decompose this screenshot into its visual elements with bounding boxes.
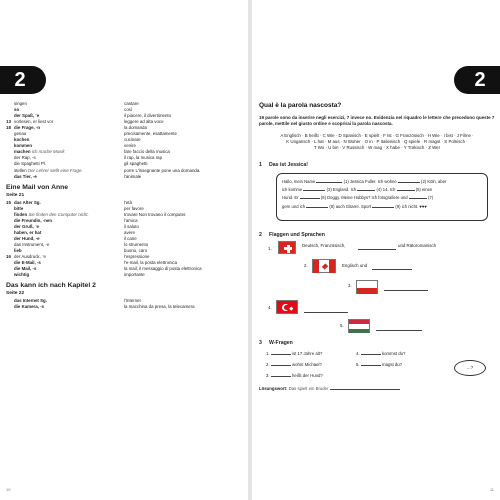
exercise-title: Flaggen und Sprachen bbox=[269, 232, 325, 238]
german-word: die Kamera, -s bbox=[14, 304, 45, 310]
w-question bbox=[266, 351, 322, 356]
german-word: die E-Mail, -s bbox=[14, 260, 41, 266]
german-word: die Freundin, -nen bbox=[14, 217, 53, 223]
letter-row-4 bbox=[282, 203, 482, 211]
german-word: kommen bbox=[14, 143, 33, 149]
german-word: stellen bbox=[14, 167, 27, 173]
flag-item-number: 5. bbox=[340, 323, 344, 328]
flag-item-number: 3. bbox=[348, 283, 352, 288]
answer-blank[interactable] bbox=[409, 198, 427, 199]
page-number-left: 10 bbox=[6, 487, 11, 492]
german-word: die Mail, -s bbox=[14, 266, 37, 272]
flag-item-number: 2. bbox=[304, 263, 308, 268]
vocab-italian: il rap, la musica rap bbox=[124, 155, 163, 161]
vocab-italian: l'Internet bbox=[124, 298, 141, 304]
right-page bbox=[252, 0, 500, 500]
vocab-row bbox=[6, 304, 242, 310]
vocab-italian: leggere ad alta voce bbox=[124, 119, 164, 125]
vocab-italian: buono, caro bbox=[124, 248, 148, 254]
letter-text: ich komme bbox=[282, 187, 303, 193]
canada-flag-icon bbox=[312, 259, 336, 273]
german-word: der Gruß, ¨e bbox=[14, 223, 39, 229]
w-question-number: 1. bbox=[266, 351, 270, 356]
chapter-tab-left: 2 bbox=[0, 66, 46, 94]
vocab-italian: avere bbox=[124, 229, 135, 235]
letter-text: (1) Jessica Fuller. Ich wohne bbox=[343, 179, 397, 184]
vocab-italian: la macchina da presa, la telecamera bbox=[124, 304, 195, 310]
vocab-italian: per favore bbox=[124, 205, 144, 211]
w-question bbox=[266, 373, 323, 378]
answer-blank[interactable] bbox=[271, 354, 291, 355]
vocab-italian: gli spaghetti bbox=[124, 161, 148, 167]
answer-line[interactable] bbox=[376, 330, 422, 331]
german-word: machen bbox=[14, 149, 31, 155]
german-word: genau bbox=[14, 131, 27, 137]
left-page bbox=[0, 0, 248, 500]
vocab-italian: l'espressione bbox=[124, 254, 150, 260]
letter-text: gern und ich bbox=[282, 203, 306, 209]
page-number-right: 11 bbox=[489, 487, 494, 492]
solution-label: Lösungswort: bbox=[259, 386, 288, 391]
letter-line: T Wo · U bin · V Russisch · W mag · X habe · Y Türkisch · Z Wer bbox=[313, 145, 441, 151]
letter-text: (7) bbox=[427, 195, 434, 201]
vocab-italian: cucinare bbox=[124, 137, 141, 143]
chapter-tab-right: 2 bbox=[454, 66, 500, 94]
vocab-italian: trovare Non trovano il computer. bbox=[124, 211, 187, 217]
german-word: vorlesen, er liest vor bbox=[14, 119, 54, 125]
flag-item-text: Deutsch, Französisch, bbox=[302, 243, 346, 248]
vocab-exercise-number: 15 bbox=[6, 199, 11, 205]
vocabulary-list bbox=[6, 101, 242, 311]
letter-text: Hund. Er bbox=[282, 195, 299, 201]
vocab-italian: il piacere, il divertimento bbox=[124, 113, 172, 119]
vocab-italian: importante bbox=[124, 272, 145, 278]
letter-text: Hallo, mein Name bbox=[282, 179, 316, 184]
vocab-italian: la domanda bbox=[124, 125, 147, 131]
german-word: der Ausdruck, ¨e bbox=[14, 254, 46, 260]
german-word: der Rap, -s bbox=[14, 155, 36, 161]
vocab-exercise-number bbox=[6, 272, 14, 278]
vocab-italian: l'età bbox=[124, 199, 132, 205]
letter-text: (9) ich nicht. ♥♥♥ bbox=[395, 203, 427, 209]
answer-line[interactable] bbox=[372, 269, 412, 270]
w-question bbox=[356, 351, 405, 356]
letter-row-1 bbox=[282, 178, 482, 186]
vocab-exercise-number bbox=[6, 174, 14, 180]
german-example: Der Lehrer stellt eine Frage. bbox=[27, 167, 83, 173]
answer-line[interactable] bbox=[304, 312, 348, 313]
german-example: Sie finden den Computer nicht. bbox=[28, 211, 89, 217]
swiss-flag-icon bbox=[278, 241, 296, 254]
vocab-italian: la mail, il messaggio di posta elettronica bbox=[124, 266, 202, 272]
letter-text: (6) Doggy. Meine Hobbys? Ich fotografiere und bbox=[320, 195, 408, 201]
w-question-text: magst du? bbox=[382, 362, 403, 367]
answer-blank[interactable] bbox=[398, 182, 420, 183]
w-question bbox=[266, 362, 322, 367]
vocab-german bbox=[14, 304, 124, 310]
answer-line[interactable] bbox=[384, 290, 428, 291]
w-question-text: wohnt Michael? bbox=[292, 362, 322, 367]
letter-text: (4) 14. Ich bbox=[376, 187, 396, 193]
vocab-group-mail bbox=[6, 200, 242, 279]
hungary-flag-icon bbox=[348, 319, 370, 333]
answer-blank[interactable] bbox=[372, 207, 394, 208]
vocab-italian: lo strumento bbox=[124, 242, 149, 248]
w-question-number: 4. bbox=[356, 351, 360, 356]
solution-hint: Das spielt ein Bruder bbox=[288, 386, 329, 391]
vocab-group-top bbox=[6, 101, 242, 180]
german-word: der Hund, -e bbox=[14, 235, 40, 241]
german-word: bitte bbox=[14, 205, 24, 211]
w-question-number: 2. bbox=[266, 362, 270, 367]
vocab-italian: l'amica bbox=[124, 217, 138, 223]
answer-blank[interactable] bbox=[316, 182, 342, 183]
answer-blank[interactable] bbox=[361, 365, 381, 366]
german-word: finden bbox=[14, 211, 28, 217]
vocab-row bbox=[6, 272, 242, 278]
vocab-german bbox=[14, 272, 124, 278]
letter-text: (2) Köln, aber bbox=[421, 179, 447, 184]
w-question bbox=[356, 362, 402, 367]
german-word: haben, er hat bbox=[14, 229, 42, 235]
exercise-2-heading bbox=[259, 232, 325, 238]
german-word: das Instrument, -e bbox=[14, 242, 50, 248]
answer-blank[interactable] bbox=[306, 207, 328, 208]
quiz-title: Qual è la parola nascosta? bbox=[259, 102, 342, 109]
vocab-italian: precisamente, esattamente bbox=[124, 131, 177, 137]
vocab-italian: il saluto bbox=[124, 223, 139, 229]
german-word: die Frage, -n bbox=[14, 125, 41, 131]
german-word: wichtig bbox=[14, 272, 30, 278]
german-word: so bbox=[14, 107, 20, 113]
vocab-italian: cantare bbox=[124, 101, 139, 106]
german-word: das Alter Sg. bbox=[14, 199, 41, 205]
vocab-group-chapter bbox=[6, 298, 242, 310]
answer-blank[interactable] bbox=[361, 354, 381, 355]
letter-word-list bbox=[259, 133, 495, 152]
page-label-21: Seite 21 bbox=[6, 192, 25, 198]
exercise-title: W-Fragen bbox=[269, 340, 293, 346]
answer-blank[interactable] bbox=[357, 190, 375, 191]
exercise-title: Das ist Jessica! bbox=[269, 162, 308, 168]
section-heading-mail: Eine Mail von Anne bbox=[6, 183, 69, 191]
vocab-italian: così bbox=[124, 107, 133, 113]
vocab-italian: l'e-mail, la posta elettronica bbox=[124, 260, 178, 266]
german-word: das Internet Sg. bbox=[14, 298, 47, 304]
german-word: das Tier, -e bbox=[14, 173, 37, 179]
solution-answer-line[interactable] bbox=[330, 389, 400, 390]
flag-item-number: 4. bbox=[268, 305, 272, 310]
turkey-flag-icon bbox=[276, 300, 298, 314]
exercise-3-heading bbox=[259, 340, 293, 346]
vocab-italian: porre L'insegnante pone una domanda. bbox=[124, 167, 201, 173]
flag-item-text: Englisch und bbox=[342, 263, 368, 268]
vocab-exercise-number: 13 bbox=[6, 119, 11, 125]
letter-line: A Englisch · B heißt · C Wie · D Spanisch · E spielt · F Ist · G Französisch · H Wie · I bist · J Filme · bbox=[280, 133, 474, 138]
w-question-text: kommst du? bbox=[382, 351, 406, 356]
letter-text: (3) England. Ich bbox=[326, 187, 357, 193]
answer-line[interactable] bbox=[358, 249, 396, 250]
exercise-number: 2 bbox=[259, 232, 262, 238]
german-word: die Spaghetti Pl. bbox=[14, 161, 46, 167]
vocab-german bbox=[14, 174, 124, 180]
exercise-1-heading bbox=[259, 162, 308, 168]
page-label-22: Seite 22 bbox=[6, 291, 25, 297]
jessica-letter-box bbox=[276, 173, 488, 221]
solution-word-row bbox=[259, 386, 400, 391]
flag-item-number: 1. bbox=[268, 246, 272, 251]
speech-bubble: ...? bbox=[454, 360, 486, 376]
exercise-number: 1 bbox=[259, 162, 262, 168]
letter-row-3 bbox=[282, 194, 482, 202]
flag-item-tail: und Rätoromanisch bbox=[398, 243, 437, 248]
vocab-row bbox=[6, 174, 242, 180]
letter-line: K Ungarisch · L hat · M aus · N Woher · O in · P Italienisch · Q spiele · R magst · S Polnisch · bbox=[286, 139, 468, 145]
vocab-exercise-number: 16 bbox=[6, 254, 11, 260]
answer-blank[interactable] bbox=[271, 376, 291, 377]
vocab-italian: venire bbox=[124, 143, 136, 149]
poland-flag-icon bbox=[356, 280, 378, 294]
answer-blank[interactable] bbox=[300, 198, 320, 199]
vocab-exercise-number bbox=[6, 304, 14, 310]
w-question-number: 5. bbox=[356, 362, 360, 367]
w-question-text: heißt der Hund? bbox=[292, 373, 323, 378]
vocab-italian: l'animale bbox=[124, 173, 142, 179]
german-word: lieb bbox=[14, 248, 22, 254]
answer-blank[interactable] bbox=[397, 190, 415, 191]
letter-text: (8) auch Gitarre. Sport bbox=[329, 203, 372, 209]
vocab-italian: il cane bbox=[124, 235, 137, 241]
quiz-intro: 19 parole sono da inserire negli esercizi, 7 invece no. Evidenzia nel riquadro le lettere che precedono queste 7 parole, mettile nel giusto ordine e scoprirai la parola nascosta. bbox=[259, 115, 495, 126]
german-example: ich mache Musik bbox=[31, 149, 65, 155]
answer-blank[interactable] bbox=[303, 190, 325, 191]
vocab-exercise-number: 18 bbox=[6, 125, 11, 131]
section-heading-chapter: Das kann ich nach Kapitel 2 bbox=[6, 282, 96, 290]
w-question-text: ist 17 Jahre alt? bbox=[292, 351, 323, 356]
w-question-number: 3. bbox=[266, 373, 270, 378]
exercise-number: 3 bbox=[259, 340, 262, 346]
letter-row-2 bbox=[282, 186, 482, 194]
german-word: der Spaß, ¨e bbox=[14, 113, 40, 119]
vocab-italian: fare faccio della musica bbox=[124, 149, 170, 155]
answer-blank[interactable] bbox=[271, 365, 291, 366]
letter-text: (5) einen bbox=[415, 187, 433, 193]
german-word: kochen bbox=[14, 137, 30, 143]
german-word: singen bbox=[14, 101, 27, 106]
